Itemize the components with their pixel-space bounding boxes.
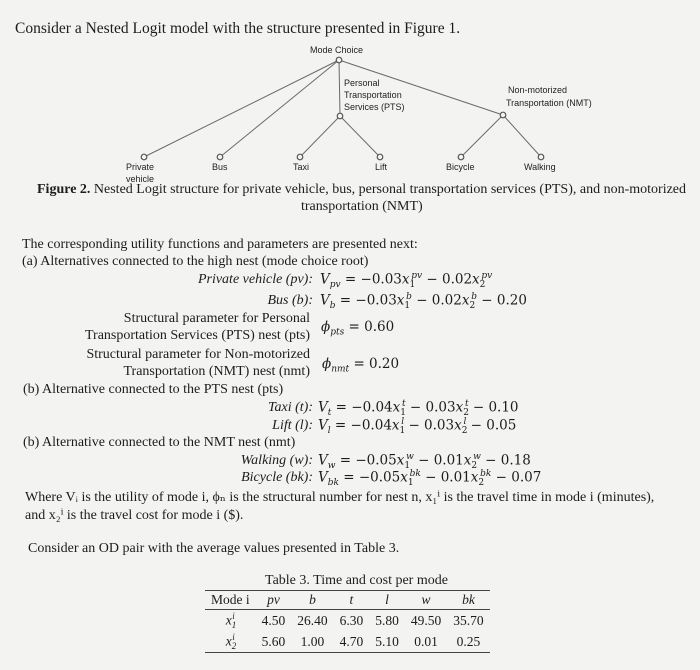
nmt-param-line1: Structural parameter for Non-motorized <box>86 347 310 362</box>
table-cell: 5.80 <box>375 612 399 628</box>
table-header-cell: bk <box>462 592 475 607</box>
table-header-row <box>205 591 490 610</box>
table-header-cell: b <box>309 592 316 607</box>
pts-label-2: Transportation <box>344 90 402 100</box>
table-cell: 0.25 <box>456 633 481 649</box>
lift-label: Lift (l): <box>272 418 313 433</box>
pts-param-line1: Structural parameter for Personal <box>123 311 310 326</box>
pv-label: Private vehicle (pv): <box>197 272 313 287</box>
table-cell: 4.70 <box>339 633 364 649</box>
node-walking <box>538 154 544 160</box>
od-pair-text: Consider an OD pair with the average values presented in Table 3. <box>28 541 400 556</box>
leaf-bus-label: Bus <box>212 162 228 172</box>
table-cell: 5.60 <box>261 633 286 649</box>
pts-label-3: Services (PTS) <box>344 102 405 112</box>
where-line1: Where Vᵢ is the utility of mode i, ϕₙ is the structural number for nest n, x₁ⁱ is the travel time in mode i (minutes), <box>25 490 655 505</box>
nmt-label-1: Non-motorized <box>508 85 568 95</box>
walking-equation: $V_w = -0.05x_1^w - 0.01x_2^w - 0.18$ <box>318 452 531 472</box>
where-line2: and x₂ⁱ is the travel cost for mode i ($). <box>25 508 244 523</box>
table-cell: 4.50 <box>261 612 286 628</box>
node-private-vehicle <box>141 154 147 160</box>
table-cell: 35.70 <box>453 612 484 628</box>
leaf-walking-label: Walking <box>524 162 556 172</box>
table-cell: 6.30 <box>339 612 364 628</box>
walking-label: Walking (w): <box>240 453 313 468</box>
table-header-cell: Mode i <box>211 592 250 607</box>
bus-equation: $V_b = -0.03x_1^b - 0.02x_2^b - 0.20$ <box>320 292 527 312</box>
node-taxi <box>297 154 303 160</box>
table-cell: 26.40 <box>297 612 328 628</box>
pv-equation: $V_{pv} = -0.03x_1^{pv} - 0.02x_2^{pv}$ <box>320 271 493 291</box>
table-container <box>205 590 490 653</box>
leaf-taxi-label: Taxi <box>293 162 310 172</box>
section-a-heading: (a) Alternatives connected to the high nest (mode choice root) <box>22 254 369 269</box>
bicycle-equation: $V_{bk} = -0.05x_1^{bk} - 0.01x_2^{bk} - 0.07$ <box>318 469 542 489</box>
table-header-cell: w <box>421 592 431 607</box>
node-nmt <box>500 112 506 118</box>
taxi-label: Taxi (t): <box>268 400 313 415</box>
taxi-equation: $V_t = -0.04x_1^t - 0.03x_2^t - 0.10$ <box>318 399 519 419</box>
intro-text: Consider a Nested Logit model with the structure presented in Figure 1. <box>15 20 461 37</box>
pts-label-1: Personal <box>344 78 380 88</box>
nmt-param-line2: Transportation (NMT) nest (nmt) <box>123 364 310 379</box>
edge-root-bus <box>220 60 339 157</box>
leaf-bicycle-label: Bicycle <box>446 162 475 172</box>
pts-param-value: $\phi_{pts} = 0.60$ <box>321 319 395 338</box>
table-cell: 5.10 <box>375 633 399 649</box>
figure-caption-line2: transportation (NMT) <box>301 199 423 214</box>
pts-param-line2: Transportation Services (PTS) nest (pts) <box>84 328 310 343</box>
edge-root-pv <box>144 60 339 157</box>
leaf-lift-label: Lift <box>375 162 388 172</box>
table-row-label: $x_1^i$ <box>225 611 237 631</box>
node-root <box>336 57 342 63</box>
table-row <box>205 631 490 653</box>
edge-root-pts <box>339 60 340 116</box>
table-header-cell: t <box>349 592 354 607</box>
table-cell: 0.01 <box>414 633 438 649</box>
section-b2-heading: (b) Alternative connected to the NMT nest (nmt) <box>23 435 296 450</box>
time-cost-table <box>205 590 490 653</box>
edge-pts-taxi <box>300 116 340 157</box>
nmt-label-2: Transportation (NMT) <box>506 98 592 108</box>
nmt-param-value: $\phi_{nmt} = 0.20$ <box>322 356 400 375</box>
table-cell: 49.50 <box>410 612 442 628</box>
table-header-cell: pv <box>267 592 280 607</box>
table-cell: 1.00 <box>300 633 325 649</box>
nested-logit-tree <box>0 40 700 190</box>
node-pts <box>337 113 343 119</box>
utility-intro: The corresponding utility functions and parameters are presented next: <box>22 237 418 252</box>
bicycle-label: Bicycle (bk): <box>241 470 313 485</box>
edge-nmt-walking <box>503 115 541 157</box>
edge-nmt-bicycle <box>461 115 503 157</box>
figure-caption-line1: Figure 2. Nested Logit structure for private vehicle, bus, personal transportation services (PTS), and non-motorized <box>37 182 687 197</box>
edge-pts-lift <box>340 116 380 157</box>
bus-label: Bus (b): <box>267 293 313 308</box>
lift-equation: $V_l = -0.04x_1^l - 0.03x_2^l - 0.05$ <box>318 417 517 437</box>
leaf-private-label-1: Private <box>126 162 155 172</box>
node-lift <box>377 154 383 160</box>
table-header-cell: l <box>385 592 389 607</box>
node-bus <box>217 154 223 160</box>
table-row <box>205 610 490 632</box>
table-row-label: $x_2^i$ <box>225 632 237 652</box>
node-bicycle <box>458 154 464 160</box>
leaf-private-label-2: vehicle <box>126 174 155 184</box>
section-b1-heading: (b) Alternative connected to the PTS nest (pts) <box>23 382 284 397</box>
table-title: Table 3. Time and cost per mode <box>265 573 448 588</box>
root-label: Mode Choice <box>310 45 364 55</box>
